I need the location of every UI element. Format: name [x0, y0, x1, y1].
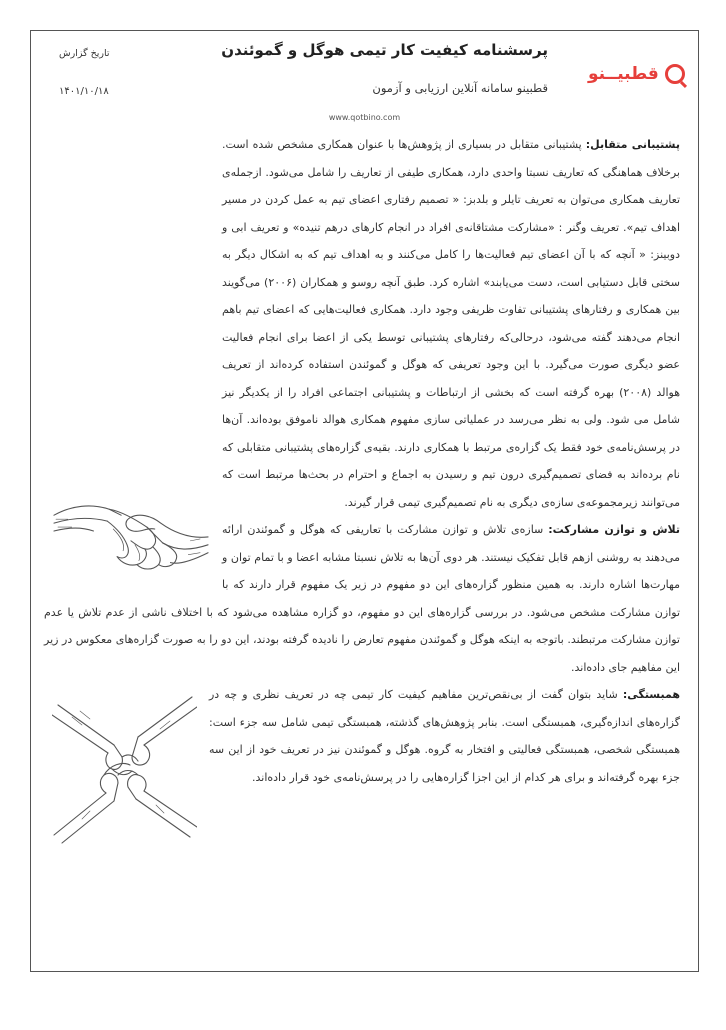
- report-page: [30, 30, 699, 972]
- report-content: [44, 131, 680, 856]
- section-cohesion: [44, 681, 680, 791]
- linked-hands-image: [52, 683, 197, 856]
- section-text: سازه‌ی تلاش و توازن مشارکت با تعاریفی که هوگل و گموئندن ارائه می‌دهند به روشنی ازهم قابل تفکیک نیستند. هر دوی آن‌ها به تلاش نسبتا مشابه اعضا و با تمام توان و مهارت‌ها اشاره دارند. به همین منظور گزاره‌های این دو مفهوم در زیر یک مفهوم قرار دارند که با توازن مشارکت مشخص می‌شود. در بررسی گزاره‌های این دو مفهوم، دو گزاره مشاهده می‌شود که با اختلاف ناشی از عدم تلاش یا عدم توازن مشارکت مرتبطند. باتوجه به اینکه هوگل و گموئندن مفهوم تعارض را نادیده گرفته بودند، این دو را به صورت گزاره‌های معکوس در زیر این مفاهیم جای داده‌اند.: [44, 523, 680, 674]
- page-title: پرسشنامه کیفیت کار تیمی هوگل و گموئندن: [221, 41, 548, 59]
- page-subtitle: قطبینو سامانه آنلاین ارزیابی و آزمون: [372, 81, 548, 95]
- logo-text: قطبیــنو: [588, 64, 659, 84]
- section-text: شاید بتوان گفت از بی‌نقص‌ترین مفاهیم کیفیت کار تیمی چه در تعریف نظری و چه در گزاره‌های اندازه‌گیری، همبستگی است. بنابر پژوهش‌های گذشته، همبستگی تیمی شامل سه جزء است: همبستگی شخصی، همبستگی فعالیتی و افتخار به گروه. هوگل و گموئندن نیز در تعریف خود از این سه جزء بهره گرفته‌اند و برای هر کدام از این اجزا گزاره‌هایی را در پرسش‌نامه‌ی خود قرار داده‌اند.: [209, 688, 680, 784]
- brand-logo: [588, 57, 688, 91]
- section-mutual-support: [44, 131, 680, 516]
- section-heading: همبستگی:: [622, 688, 680, 701]
- section-heading: تلاش و توازن مشارکت:: [548, 523, 680, 536]
- website-link[interactable]: www.qotbino.com: [328, 113, 401, 122]
- section-heading: پشتیبانی متقابل:: [585, 138, 680, 151]
- linked-arms-icon: [52, 695, 197, 845]
- report-date-value: ۱۴۰۱/۱۰/۱۸: [59, 86, 109, 97]
- handshake-icon: [52, 475, 210, 587]
- report-date-label: تاریخ گزارش: [59, 48, 110, 59]
- logo-q-icon: [665, 64, 685, 84]
- handshake-image: [52, 475, 210, 598]
- report-header: [31, 31, 698, 122]
- section-text: پشتیبانی متقابل در بسیاری از پژوهش‌ها با عنوان همکاری مشخص شده است. برخلاف هماهنگی که تعاریف نسبتا واحدی دارد، همکاری طیفی از تعاریف را شامل می‌شود. ازجمله‌ی تعاریف همکاری می‌توان به تعریف تایلر و بلدبز: « تصمیم رفتاری اعضای تیم به عمل کردن در مسیر اهداف تیم». تعریف وگنر : «مشارکت مشتاقانه‌ی افراد در انجام کارهای درهم تنیده» و تعریف ابی و دوبینز: « آنچه که با آن اعضای تیم فعالیت‌ها را کامل می‌کنند و به اهداف تیم که به اشکال دیگر به سختی قابل دستیابی است، دست می‌یابند» اشاره کرد. طبق آنچه روسو و همکاران (۲۰۰۶) می‌گویند بین همکاری و رفتارهای پشتیبانی تفاوت ظریفی وجود دارد. همکاری فعالیت‌هایی که اعضای تیم باهم انجام می‌دهند گفته می‌شود، درحالی‌که رفتارهای پشتیبانی توسط یکی از اعضا برای انجام فعالیت عضو دیگری صورت می‌گیرد. با این وجود تعریفی که هوگل و گموئندن استفاده کرده‌اند از تعریف هوالد (۲۰۰۸) بهره گرفته است که بخشی از ارتباطات و پشتیبانی اجتماعی افراد را از یکدیگر نیز شامل می شود. ولی به نظر می‌رسد در عملیاتی سازی مفهوم همکاری هوالد ناموفق بوده‌اند. آن‌ها در پرسش‌نامه‌ی خود فقط یک گزاره‌ی مرتبط با همکاری دارند. بقیه‌ی گزاره‌های پشتیبانی متقابلی که نام برده‌اند به فضای تصمیم‌گیری درون تیم و رسیدن به اجماع و احترام در بحث‌ها مرتبط است که می‌توانند زیرمجموعه‌ی سازه‌ی دیگری به نام تصمیم‌گیری تیمی قرار گیرند.: [222, 138, 680, 509]
